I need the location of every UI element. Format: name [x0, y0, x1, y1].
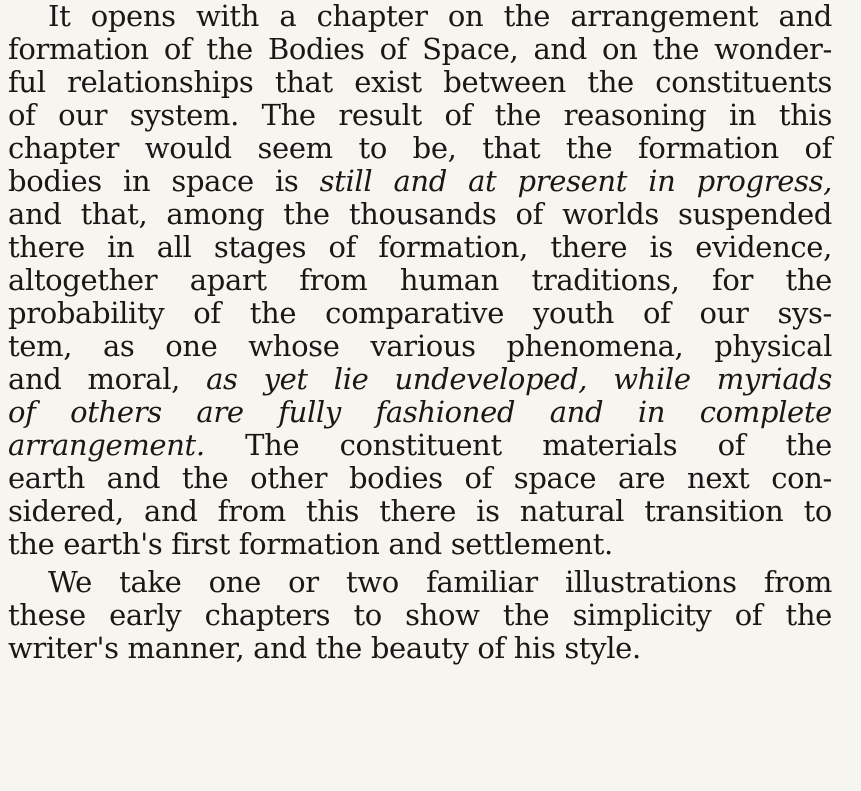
- text-line: [8, 632, 641, 665]
- text-run: probability of the comparative youth of our sys-: [8, 296, 832, 330]
- text-run: It opens with a chapter on the arrangement and: [48, 0, 832, 33]
- text-run: and that, among the thousands of worlds suspended: [8, 197, 832, 231]
- text-run: writer's manner, and the beauty of his style.: [8, 631, 641, 665]
- text-run: We take one or two familiar illustrations from: [48, 565, 832, 599]
- text-line: [48, 566, 832, 599]
- text-run: formation of the Bodies of Space, and on the wonder-: [8, 32, 832, 66]
- text-line: [8, 330, 832, 363]
- italic-run: of others are fully fashioned and in complete: [8, 395, 832, 429]
- text-run: sidered, and from this there is natural transition to: [8, 494, 832, 528]
- text-line: [8, 99, 832, 132]
- text-line: [8, 396, 832, 429]
- text-line: [8, 495, 832, 528]
- text-run: ful relationships that exist between the constituents: [8, 65, 832, 99]
- text-line: [8, 429, 832, 462]
- text-line: [8, 297, 832, 330]
- italic-run: arrangement.: [8, 428, 205, 462]
- text-line: [8, 165, 832, 198]
- text-line: [8, 132, 832, 165]
- italic-run: still and at present in progress,: [319, 164, 832, 198]
- text-line: [8, 462, 832, 495]
- text-run: earth and the other bodies of space are next con-: [8, 461, 832, 495]
- text-line: [8, 528, 613, 561]
- text-line: [8, 231, 832, 264]
- text-line: [8, 66, 832, 99]
- text-run: tem, as one whose various phenomena, physical: [8, 329, 832, 363]
- text-line: [8, 363, 832, 396]
- italic-run: as yet lie undeveloped, while myriads: [206, 362, 832, 396]
- text-run: chapter would seem to be, that the formation of: [8, 131, 832, 165]
- text-line: [8, 198, 832, 231]
- text-line: [48, 0, 832, 33]
- text-run: bodies in space is: [8, 164, 320, 198]
- text-line: [8, 33, 832, 66]
- text-run: the earth's first formation and settlement.: [8, 527, 613, 561]
- text-run: and moral,: [8, 362, 207, 396]
- text-run: these early chapters to show the simplicity of the: [8, 598, 832, 632]
- text-run: altogether apart from human traditions, for the: [8, 263, 832, 297]
- text-run: The constituent materials of the: [204, 428, 832, 462]
- text-line: [8, 599, 832, 632]
- text-line: [8, 264, 832, 297]
- text-run: there in all stages of formation, there is evidence,: [8, 230, 832, 264]
- text-run: of our system. The result of the reasoning in this: [8, 98, 832, 132]
